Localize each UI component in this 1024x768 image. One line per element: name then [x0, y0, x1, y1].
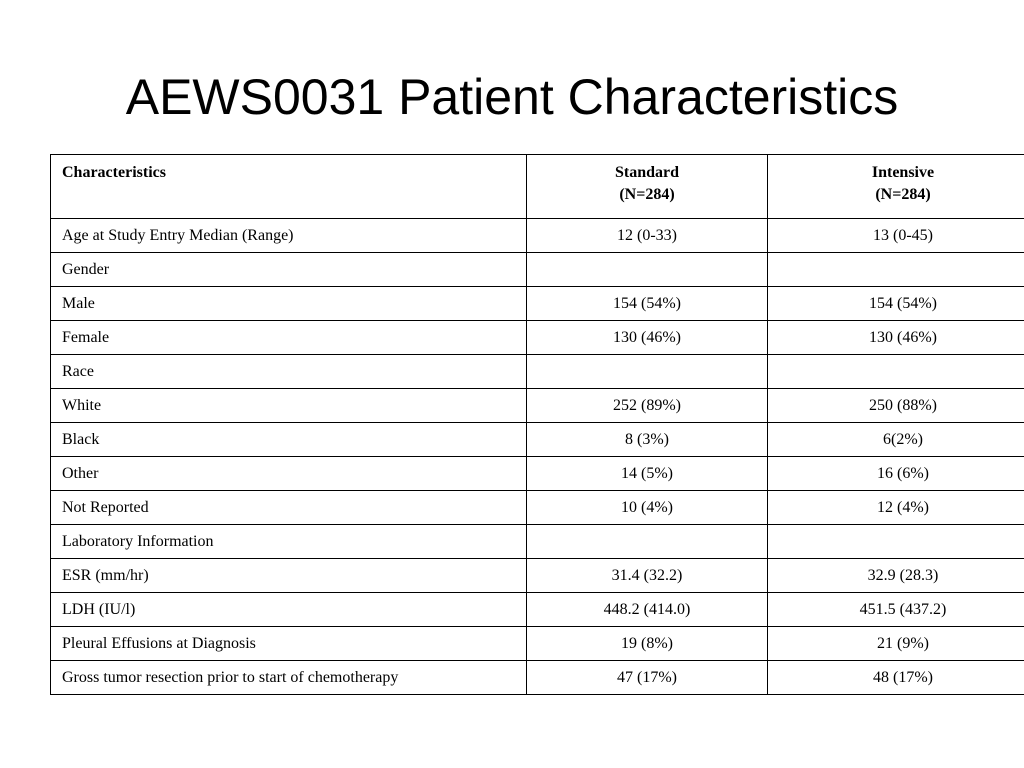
standard-value: 47 (17%)	[527, 661, 768, 695]
standard-value: 154 (54%)	[527, 287, 768, 321]
row-label: LDH (IU/l)	[51, 593, 527, 627]
table-row	[51, 253, 1024, 287]
header-standard-name: Standard	[614, 164, 680, 181]
standard-value: 252 (89%)	[527, 389, 768, 423]
table-row	[51, 491, 1024, 525]
intensive-value: 154 (54%)	[768, 287, 1024, 321]
header-characteristics: Characteristics	[51, 155, 527, 219]
table-header-row	[51, 155, 1024, 219]
table-row	[51, 525, 1024, 559]
row-label: ESR (mm/hr)	[51, 559, 527, 593]
row-label: Other	[51, 457, 527, 491]
table-row	[51, 423, 1024, 457]
header-standard-n: (N=284)	[619, 186, 675, 203]
table-row	[51, 219, 1024, 253]
intensive-value: 32.9 (28.3)	[768, 559, 1024, 593]
standard-value	[527, 253, 768, 287]
row-label: White	[51, 389, 527, 423]
table-row	[51, 287, 1024, 321]
table-row	[51, 661, 1024, 695]
intensive-value: 16 (6%)	[768, 457, 1024, 491]
table-row	[51, 355, 1024, 389]
row-label: Black	[51, 423, 527, 457]
intensive-value: 250 (88%)	[768, 389, 1024, 423]
table-row	[51, 457, 1024, 491]
table-row	[51, 593, 1024, 627]
slide-title: AEWS0031 Patient Characteristics	[125, 69, 899, 125]
standard-value	[527, 355, 768, 389]
table-row	[51, 321, 1024, 355]
intensive-value: 13 (0-45)	[768, 219, 1024, 253]
row-label: Race	[51, 355, 527, 389]
standard-value: 31.4 (32.2)	[527, 559, 768, 593]
row-label: Age at Study Entry Median (Range)	[51, 219, 527, 253]
standard-value: 130 (46%)	[527, 321, 768, 355]
patient-characteristics-table	[50, 154, 1024, 695]
row-label: Male	[51, 287, 527, 321]
standard-value: 14 (5%)	[527, 457, 768, 491]
standard-value: 8 (3%)	[527, 423, 768, 457]
intensive-value: 6(2%)	[768, 423, 1024, 457]
intensive-value	[768, 355, 1024, 389]
header-intensive	[768, 155, 1024, 219]
row-label: Gross tumor resection prior to start of chemotherapy	[51, 661, 527, 695]
standard-value: 19 (8%)	[527, 627, 768, 661]
header-intensive-name: Intensive	[871, 164, 935, 181]
intensive-value: 21 (9%)	[768, 627, 1024, 661]
standard-value	[527, 525, 768, 559]
row-label: Pleural Effusions at Diagnosis	[51, 627, 527, 661]
intensive-value: 12 (4%)	[768, 491, 1024, 525]
intensive-value	[768, 525, 1024, 559]
standard-value: 12 (0-33)	[527, 219, 768, 253]
intensive-value: 130 (46%)	[768, 321, 1024, 355]
table-row	[51, 389, 1024, 423]
intensive-value	[768, 253, 1024, 287]
row-label: Gender	[51, 253, 527, 287]
standard-value: 448.2 (414.0)	[527, 593, 768, 627]
row-label: Female	[51, 321, 527, 355]
table-row	[51, 559, 1024, 593]
table-row	[51, 627, 1024, 661]
header-intensive-n: (N=284)	[875, 186, 931, 203]
row-label: Not Reported	[51, 491, 527, 525]
row-label: Laboratory Information	[51, 525, 527, 559]
intensive-value: 451.5 (437.2)	[768, 593, 1024, 627]
standard-value: 10 (4%)	[527, 491, 768, 525]
intensive-value: 48 (17%)	[768, 661, 1024, 695]
header-standard	[527, 155, 768, 219]
